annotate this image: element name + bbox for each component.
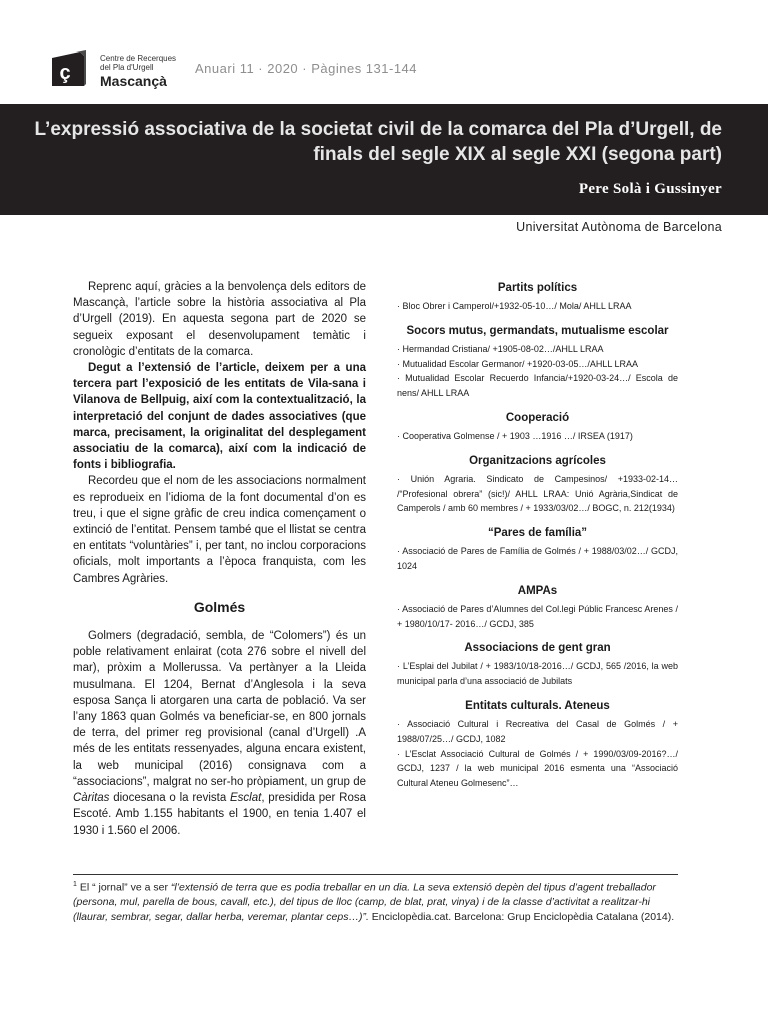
- list-item: · Associació Cultural i Recreativa del Casal de Golmés / + 1988/07/25…/ GCDJ, 1082: [397, 718, 678, 744]
- section-heading: AMPAs: [517, 584, 558, 597]
- list-item: · Mutualidad Escolar Recuerdo Infancia/+1920-03-24…/ Escola de nens/ AHLL LRAA: [397, 373, 678, 399]
- section-socors: [397, 324, 678, 401]
- section-ampas: [397, 584, 678, 632]
- footnote-number: 1: [73, 881, 77, 888]
- section-heading: Associacions de gent gran: [464, 642, 611, 655]
- list-item: · Associació de Pares de Família de Golmés / + 1988/03/02…/ GCDJ, 1024: [397, 546, 678, 571]
- mascanca-logo-icon: [50, 50, 88, 88]
- section-heading-golmes: Golmés: [193, 598, 246, 615]
- section-heading: Cooperació: [505, 411, 570, 424]
- footnote-quote: “l’extensió de terra que es podia treballar en un dia. La seva extensió depèn del tipus d’agent treballador (persona, mul, parella de bous, cavall, etc.), del tipus de lloc (camp, de blat, prat, vinya) i de la classe d’activitat a realitzar-hi (llaurar, sembrar, segar, dallar herba, veremar, plantar ceps…)”.: [73, 881, 656, 924]
- paragraph-conventions: Recordeu que el nom de les associacions normalment es reprodueix en l’idioma de la font documental d’on es treu, i que el signe gràfic de creu indica començament o extinció de l’entitat. Pensem també que el llistat se centra en entitats “voluntàries” i, per tant, no inclou corporacions oficials, molt importants a l’època franquista, com les Cambres Agràries.: [73, 475, 366, 585]
- org-line-2: del Pla d'Urgell: [100, 63, 154, 72]
- section-heading: Partits polítics: [497, 282, 578, 294]
- section-ateneus: [397, 699, 678, 791]
- list-item: · Hermandad Cristiana/ +1905-08-02…/AHLL LRAA: [397, 343, 604, 354]
- footnote: $^1$ El “ jornal” ve a ser “l’extensió de terra que es podia treballar en un dia. La seva extensió depèn del tipus d’agent treballador (persona, mul, parella de bous, cavall, etc.), del tipus de lloc (camp, de blat, prat, vinya) i de la classe d’activitat a realitzar-hi (llaurar, sembrar, segar, dallar herba, veremar, plantar ceps…)”. Enciclopèdia.cat. Barcelona: Grup Enciclopèdia Catalana (2014).: [73, 881, 675, 924]
- right-column: [397, 281, 678, 801]
- section-partits: [397, 281, 678, 314]
- logo-text: [100, 54, 176, 89]
- left-column: [73, 279, 366, 839]
- list-item: · Cooperativa Golmense / + 1903 …1916 …/ IRSEA (1917): [397, 430, 633, 441]
- section-heading: Entitats culturals. Ateneus: [465, 699, 610, 712]
- page-header: [0, 0, 768, 104]
- author-affiliation: Universitat Autònoma de Barcelona: [516, 220, 722, 234]
- issue-info: Anuari 11 · 2020 · Pàgines 131-144: [195, 61, 418, 76]
- paragraph-intro: Reprenc aquí, gràcies a la benvolença dels editors de Mascançà, l’article sobre la història associativa al Pla d’Urgell (2019). En aquesta segona part de 2020 se segueix exposant el desenvolupament temàtic i cronològic d’entitats de la comarca.: [73, 281, 366, 358]
- section-heading: Organitzacions agrícoles: [469, 454, 606, 467]
- list-item: · Mutualidad Escolar Germanor/ +1920-03-05…/AHLL LRAA: [397, 358, 639, 369]
- list-item: · Associació de Pares d’Alumnes del Col.legi Públic Francesc Arenes / + 1980/10/17- 2016…/ GCDJ, 385: [397, 603, 678, 629]
- org-line-1: Centre de Recerques: [100, 54, 177, 63]
- footnote-divider: [73, 874, 678, 875]
- paragraph-scope: Degut a l’extensió de l’article, deixem per a una tercera part l’exposició de les entitats de Vila-sana i Vilanova de Bellpuig, així com la contextualització, la interpretació del conjunt de dades associatives (que marca, precisament, la originalitat del desplegament associatiu de la comarca), així com la indicació de fonts i bibliografia.: [73, 362, 366, 472]
- list-item: · Unión Agraria. Sindicato de Campesinos/ +1933-02-14… /“Profesional obrera” (sic!)/ AHLL LRAA: Unió Agrària,Sindicat de Camperols / amb 60 membres / + 1933/03/02…/ BOGC, n. 212(1934): [397, 473, 678, 514]
- section-cooperacio: [397, 411, 678, 444]
- section-gent-gran: [397, 641, 678, 689]
- section-agricoles: [397, 454, 678, 516]
- list-item: · L’Esclat Associació Cultural de Golmés / + 1990/03/09-2016?…/ GCDJ, 1237 / la web municipal 2016 esmenta una “Associació Cultural Ateneu Golmesenc”…: [397, 748, 678, 789]
- list-item: · L’Esplai del Jubilat / + 1983/10/18-2016…/ GCDJ, 565 /2016, la web municipal parla d’una associació de Jubilats: [397, 661, 678, 687]
- section-heading: “Pares de família”: [487, 527, 588, 540]
- section-pares: [397, 526, 678, 574]
- paragraph-golmes: Golmers (degradació, sembla, de “Colomers”) és un poble relativament enlairat (cota 276 sobre el nivell del mar), pròxim a Mollerussa. Va pertànyer a la Lleida musulmana. El 1204, Bernat d’Anglesola i la seva esposa Sança li atorgaren una carta de població. Va ser l’any 1863 quan Golmés va beneficiar-se, en 800 jornals de terra, del primer reg provisional (canal d’Urgell) .A més de les entitats ressenyades, alguna encara existent, la web municipal (2016) consignava com a “associacions”, malgrat no ser-ho pròpiament, un grup de Càritas diocesana o la revista Esclat, presidida per Rosa Escoté. Amb 1.155 habitants el 1900, en tenia 1.407 el 1930 i 1.560 el 2006.: [73, 630, 367, 837]
- article-title: L’expressió associativa de la societat civil de la comarca del Pla d’Urgell, de finals del segle XIX al segle XXI (segona part): [34, 119, 722, 165]
- section-heading: Socors mutus, germandats, mutualisme escolar: [406, 324, 669, 337]
- logo-letter: ç: [59, 62, 71, 84]
- list-item: · Bloc Obrer i Camperol/+1932-05-10…/ Mola/ AHLL LRAA: [397, 301, 632, 311]
- brand-name: Mascançà: [100, 73, 167, 89]
- article-author: Pere Solà i Gussinyer: [578, 181, 722, 197]
